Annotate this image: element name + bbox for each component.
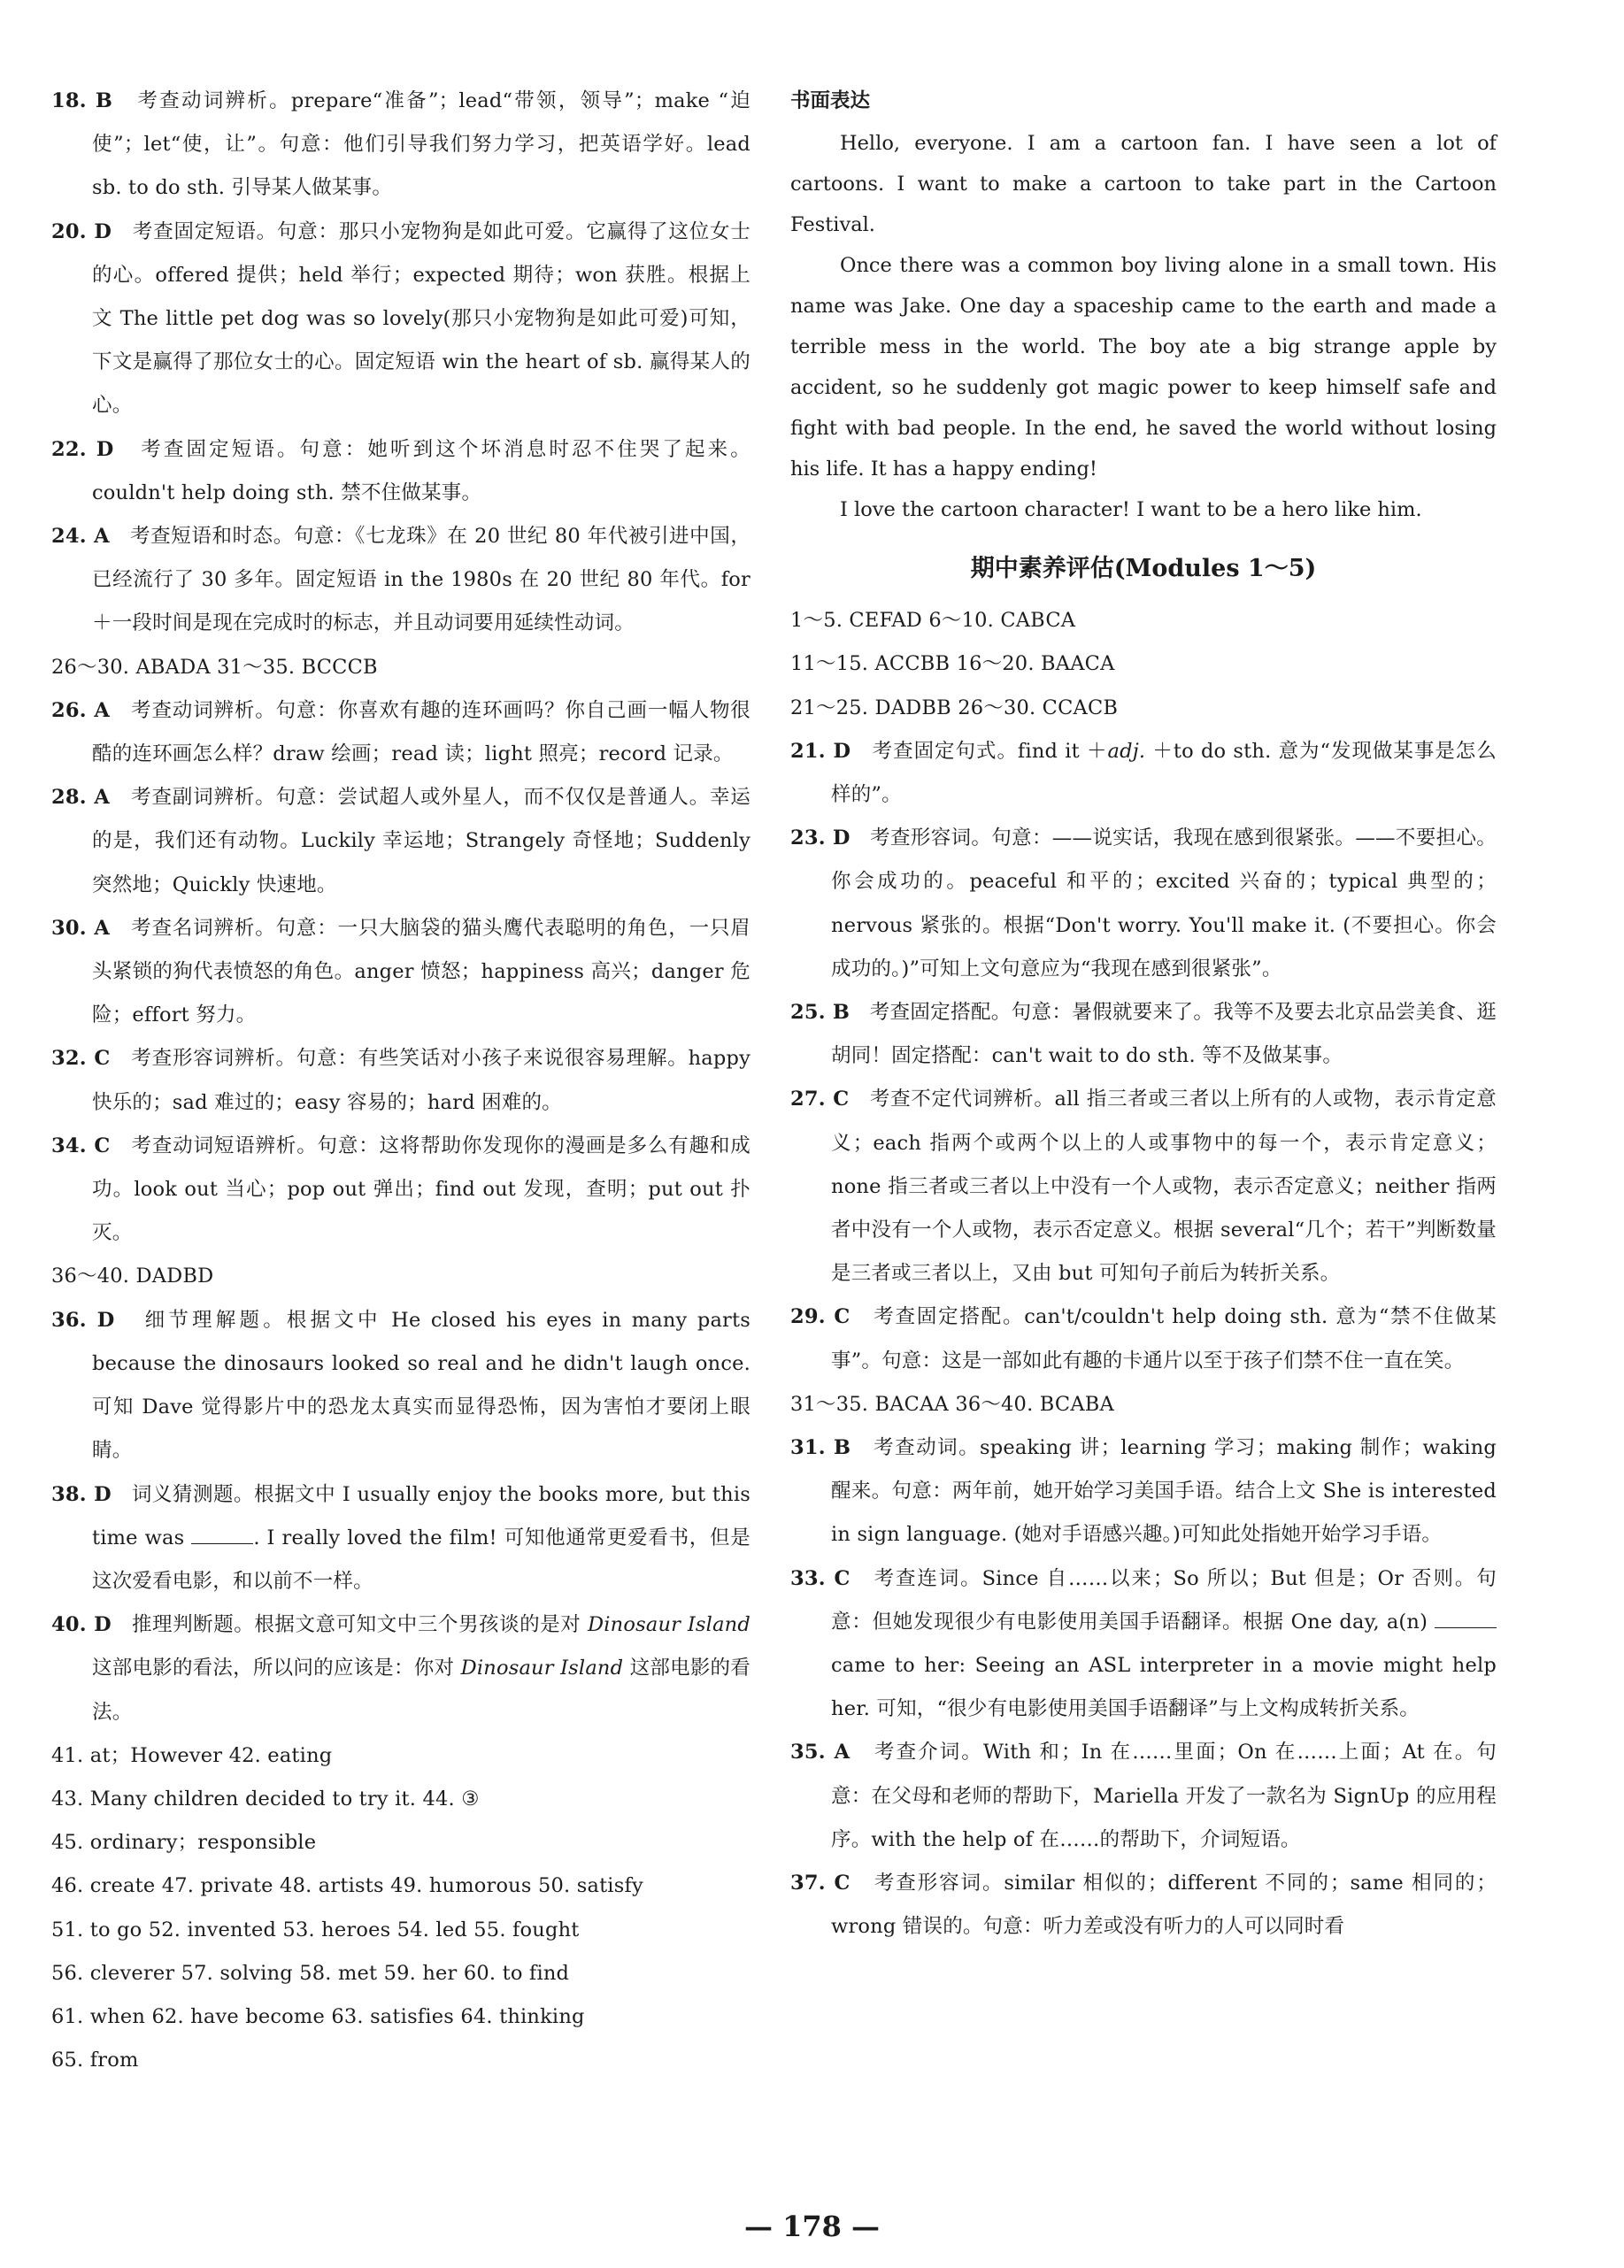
answer-item: 25. B 考查固定搭配。句意：暑假就要来了。我等不及要去北京品尝美食、逛胡同！固定搭配：can't wait to do sth. 等不及做某事。 <box>790 1001 1497 1068</box>
answer-line: 56. cleverer 57. solving 58. met 59. her 60. to find <box>51 1961 570 1985</box>
answer-item: 35. A 考查介词。With 和；In 在……里面；On 在……上面；At 在。句意：在父母和老师的帮助下，Mariella 开发了一款名为 SignUp 的应用程序。with the help of 在……的帮助下，介词短语。 <box>790 1741 1497 1851</box>
essay-paragraph: Once there was a common boy living alone in a small town. His name was Jake. One day a spaceship came to the earth and made a terrible mess in the world. The boy ate a big strange apple by accident, so he suddenly got magic power to keep himself safe and fight with bad people. In the end, he saved the world without losing his life. It has a happy ending! <box>790 254 1497 481</box>
answer-item: 22. D 考查固定短语。句意：她听到这个坏消息时忍不住哭了起来。couldn't help doing sth. 禁不住做某事。 <box>51 437 750 504</box>
answer-item: 31. B 考查动词。speaking 讲；learning 学习；making 制作；waking 醒来。句意：两年前，她开始学习美国手语。结合上文 She is interested in sign language. (她对手语感兴趣。)可知此处指她开始学习手语。 <box>790 1436 1497 1547</box>
blank-line <box>191 1527 253 1544</box>
answer-line: 65. from <box>51 2049 139 2072</box>
answer-item: 18. B 考查动词辨析。prepare“准备”；lead“带领，领导”；make “迫使”；let“使，让”。句意：他们引导我们努力学习，把英语学好。lead sb. to do sth. 引导某人做某事。 <box>51 89 750 200</box>
answer-line: 61. when 62. have become 63. satisfies 64. thinking <box>51 2004 585 2028</box>
right-column <box>790 80 1497 1949</box>
answer-line: 21～25. DADBB 26～30. CCACB <box>790 696 1119 719</box>
essay-paragraph: I love the cartoon character! I want to be a hero like him. <box>840 498 1422 522</box>
answer-line: 11～15. ACCBB 16～20. BAACA <box>790 652 1115 676</box>
page-number: — 178 — <box>743 2210 881 2243</box>
answer-line: 26～30. ABADA 31～35. BCCCB <box>51 655 378 679</box>
answer-item: 27. C 考查不定代词辨析。all 指三者或三者以上所有的人或物，表示肯定意义；each 指两个或两个以上的人或事物中的每一个，表示肯定意义；none 指三者或三者以上中没有一个人或物，表示否定意义；neither 指两者中没有一个人或物，表示否定意义。根据 several“几个；若干”判断数量是三者或三者以上，又由 but 可知句子前后为转折关系。 <box>790 1088 1497 1286</box>
answer-item: 29. C 考查固定搭配。can't/couldn't help doing sth. 意为“禁不住做某事”。句意：这是一部如此有趣的卡通片以至于孩子们禁不住一直在笑。 <box>790 1305 1497 1372</box>
answer-item: 38. D 词义猜测题。根据文中 I usually enjoy the books more, but this time was . I really loved the film! 可知他通常更爱看书，但是这次爱看电影，和以前不一样。 <box>51 1482 750 1593</box>
section-title: 期中素养评估(Modules 1～5) <box>970 555 1317 583</box>
answer-item: 32. C 考查形容词辨析。句意：有些笑话对小孩子来说很容易理解。happy 快乐的；sad 难过的；easy 容易的；hard 困难的。 <box>51 1047 751 1114</box>
left-column <box>51 80 750 2082</box>
answer-item: 30. A 考查名词辨析。句意：一只大脑袋的猫头鹰代表聪明的角色，一只眉头紧锁的狗代表愤怒的角色。anger 愤怒；happiness 高兴；danger 危险；effort 努力。 <box>51 916 750 1027</box>
answer-item: 40. D 推理判断题。根据文意可知文中三个男孩谈的是对 Dinosaur Island 这部电影的看法，所以问的应该是：你对 Dinosaur Island 这部电影的看法。 <box>51 1613 750 1724</box>
answer-line: 51. to go 52. invented 53. heroes 54. led 55. fought <box>51 1918 580 1941</box>
blank-line <box>1435 1611 1497 1628</box>
answer-line: 46. create 47. private 48. artists 49. humorous 50. satisfy <box>51 1874 643 1898</box>
answer-item: 28. A 考查副词辨析。句意：尝试超人或外星人，而不仅仅是普通人。幸运的是，我们还有动物。Luckily 幸运地；Strangely 奇怪地；Suddenly 突然地；Quickly 快速地。 <box>51 786 750 896</box>
answer-item: 21. D 考查固定句式。find it ＋adj. ＋to do sth. 意为“发现做某事是怎么样的”。 <box>790 739 1497 807</box>
answer-item: 20. D 考查固定短语。句意：那只小宠物狗是如此可爱。它赢得了这位女士的心。offered 提供；held 举行；expected 期待；won 获胜。根据上文 The little pet dog was so lovely(那只小宠物狗是如此可爱)可知，下文是赢得了那位女士的心。固定短语 win the heart of sb. 赢得某人的心。 <box>51 219 750 418</box>
answer-item: 23. D 考查形容词。句意：——说实话，我现在感到很紧张。——不要担心。你会成功的。peaceful 和平的；excited 兴奋的；typical 典型的；nervous 紧张的。根据“Don't worry. You'll make it. (不要担心。你会成功的。)”可知上文句意应为“我现在感到很紧张”。 <box>790 826 1497 980</box>
answer-item: 26. A 考查动词辨析。句意：你喜欢有趣的连环画吗？你自己画一幅人物很酷的连环画怎么样？draw 绘画；read 读；light 照亮；record 记录。 <box>51 698 750 766</box>
answer-item: 24. A 考查短语和时态。句意：《七龙珠》在 20 世纪 80 年代被引进中国，已经流行了 30 多年。固定短语 in the 1980s 在 20 世纪 80 年代。for＋一段时间是现在完成时的标志，并且动词要用延续性动词。 <box>51 525 751 635</box>
answer-item: 34. C 考查动词短语辨析。句意：这将帮助你发现你的漫画是多么有趣和成功。look out 当心；pop out 弹出；find out 发现，查明；put out 扑灭。 <box>51 1134 750 1245</box>
essay-paragraph: Hello, everyone. I am a cartoon fan. I have seen a lot of cartoons. I want to make a cartoon to take part in the Cartoon Festival. <box>790 132 1497 237</box>
answer-line: 36～40. DADBD <box>51 1265 214 1288</box>
answer-line: 31～35. BACAA 36～40. BCABA <box>790 1392 1114 1416</box>
answer-line: 41. at；However 42. eating <box>51 1743 333 1767</box>
answer-item: 37. C 考查形容词。similar 相似的；different 不同的；same 相同的；wrong 错误的。句意：听力差或没有听力的人可以同时看 <box>790 1872 1497 1939</box>
answer-line: 1～5. CEFAD 6～10. CABCA <box>790 609 1076 633</box>
answer-line: 45. ordinary；responsible <box>51 1831 317 1855</box>
answer-item: 33. C 考查连词。Since 自……以来；So 所以；But 但是；Or 否则。句意：但她发现很少有电影使用美国手语翻译。根据 One day, a(n) came to her: Seeing an ASL interpreter in a movie might help her. 可知，“很少有电影使用美国手语翻译”与上文构成转折关系。 <box>790 1566 1497 1721</box>
answer-item: 36. D 细节理解题。根据文中 He closed his eyes in many parts because the dinosaurs looked so real and he didn't laugh once. 可知 Dave 觉得影片中的恐龙太真实而显得恐怖，因为害怕才要闭上眼睛。 <box>51 1308 750 1463</box>
essay-heading: 书面表达 <box>790 89 871 112</box>
answer-line: 43. Many children decided to try it. 44. ③ <box>51 1787 480 1811</box>
